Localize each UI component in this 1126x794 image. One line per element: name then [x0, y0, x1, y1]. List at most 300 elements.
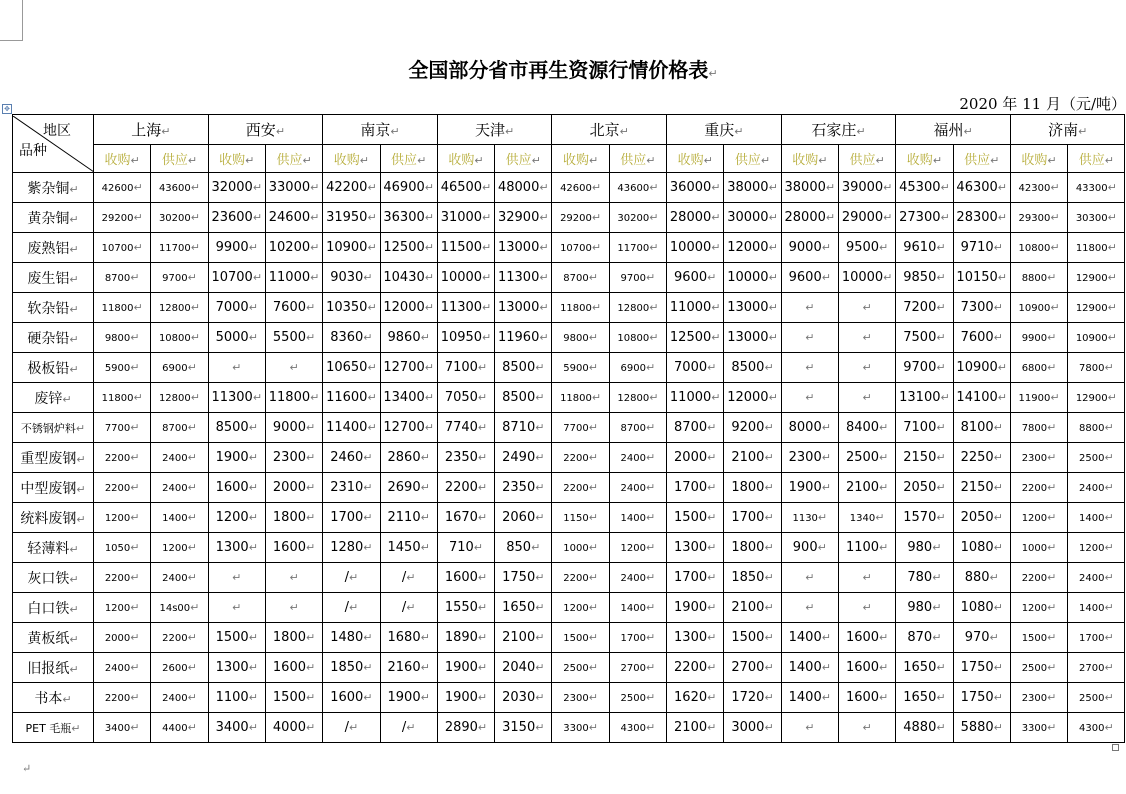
price-cell: 850↵ — [495, 533, 552, 563]
supply-header: 供应↵ — [609, 145, 666, 173]
price-cell: 10000↵ — [724, 263, 781, 293]
price-cell: 12900↵ — [1068, 383, 1125, 413]
price-cell: 7000↵ — [667, 353, 724, 383]
price-cell: 1100↵ — [208, 683, 265, 713]
price-cell: 1200↵ — [609, 533, 666, 563]
price-cell: 9800↵ — [94, 323, 151, 353]
corner-header — [13, 115, 94, 173]
price-cell: 6800↵ — [1010, 353, 1067, 383]
price-cell: 12700↵ — [380, 353, 437, 383]
buy-header: 收购↵ — [208, 145, 265, 173]
table-row — [13, 623, 1125, 653]
price-cell: 8360↵ — [323, 323, 380, 353]
supply-header: 供应↵ — [265, 145, 322, 173]
price-cell: 12800↵ — [609, 383, 666, 413]
variety-name: 白口铁↵ — [13, 593, 94, 623]
price-cell: ↵ — [838, 293, 895, 323]
price-cell: 2860↵ — [380, 443, 437, 473]
variety-name: 黄板纸↵ — [13, 623, 94, 653]
price-cell: 13000↵ — [724, 293, 781, 323]
price-cell: 29000↵ — [838, 203, 895, 233]
price-cell: 1000↵ — [552, 533, 609, 563]
price-cell: 7300↵ — [953, 293, 1010, 323]
price-cell: 12900↵ — [1068, 263, 1125, 293]
price-cell: 10800↵ — [151, 323, 208, 353]
city-header: 重庆↵ — [667, 115, 782, 145]
table-row — [13, 203, 1125, 233]
page-title: 全国部分省市再生资源行情价格表↵ — [408, 58, 718, 82]
price-cell: 31000↵ — [437, 203, 494, 233]
price-cell: 11400↵ — [323, 413, 380, 443]
price-cell: 2000↵ — [265, 473, 322, 503]
price-cell: 4400↵ — [151, 713, 208, 743]
price-cell: 1400↵ — [781, 653, 838, 683]
price-cell: 7700↵ — [552, 413, 609, 443]
price-cell: 2500↵ — [1068, 683, 1125, 713]
price-cell: 11600↵ — [323, 383, 380, 413]
supply-header: 供应↵ — [495, 145, 552, 173]
table-row — [13, 683, 1125, 713]
price-cell: 1800↵ — [265, 623, 322, 653]
price-cell: ↵ — [838, 323, 895, 353]
city-header: 石家庄↵ — [781, 115, 896, 145]
table-resize-handle[interactable] — [1112, 744, 1119, 751]
price-cell: 8710↵ — [495, 413, 552, 443]
price-cell: 28000↵ — [781, 203, 838, 233]
city-header: 天津↵ — [437, 115, 552, 145]
table-row — [13, 473, 1125, 503]
price-cell: 30200↵ — [609, 203, 666, 233]
price-cell: 42600↵ — [552, 173, 609, 203]
price-cell: 9500↵ — [838, 233, 895, 263]
price-cell: 2200↵ — [94, 443, 151, 473]
price-cell: 3300↵ — [552, 713, 609, 743]
price-cell: 9850↵ — [896, 263, 953, 293]
city-header: 南京↵ — [323, 115, 438, 145]
price-cell: 42300↵ — [1010, 173, 1067, 203]
price-cell: 11000↵ — [667, 293, 724, 323]
price-cell: 30300↵ — [1068, 203, 1125, 233]
price-cell: 1570↵ — [896, 503, 953, 533]
price-cell: 43600↵ — [151, 173, 208, 203]
price-cell: 29200↵ — [552, 203, 609, 233]
table-row — [13, 263, 1125, 293]
price-cell: 27300↵ — [896, 203, 953, 233]
price-cell: 1650↵ — [896, 683, 953, 713]
price-cell: 2300↵ — [1010, 443, 1067, 473]
price-cell: 2700↵ — [609, 653, 666, 683]
end-paragraph-mark: ↵ — [22, 762, 32, 775]
price-cell: 5000↵ — [208, 323, 265, 353]
price-cell: 1500↵ — [724, 623, 781, 653]
price-cell: 2200↵ — [1010, 563, 1067, 593]
table-row — [13, 323, 1125, 353]
price-cell: 2600↵ — [151, 653, 208, 683]
price-cell: 900↵ — [781, 533, 838, 563]
price-cell: 11800↵ — [552, 383, 609, 413]
price-cell: 1300↵ — [667, 623, 724, 653]
price-cell: 8700↵ — [609, 413, 666, 443]
price-cell: 7200↵ — [896, 293, 953, 323]
table-row — [13, 443, 1125, 473]
price-cell: 1700↵ — [667, 473, 724, 503]
price-cell: 14s00↵ — [151, 593, 208, 623]
price-cell: 5900↵ — [94, 353, 151, 383]
price-cell: 4000↵ — [265, 713, 322, 743]
variety-name: 统料废钢↵ — [13, 503, 94, 533]
price-cell: 2310↵ — [323, 473, 380, 503]
price-cell: 9030↵ — [323, 263, 380, 293]
price-cell: 8800↵ — [1068, 413, 1125, 443]
price-cell: 1900↵ — [437, 653, 494, 683]
price-cell: 2110↵ — [380, 503, 437, 533]
price-cell: 1700↵ — [667, 563, 724, 593]
price-cell: 11800↵ — [94, 383, 151, 413]
supply-header: 供应↵ — [1068, 145, 1125, 173]
price-cell: 2200↵ — [437, 473, 494, 503]
price-cell: 1480↵ — [323, 623, 380, 653]
price-cell: 10000↵ — [667, 233, 724, 263]
variety-name: PET 毛瓶↵ — [13, 713, 94, 743]
price-cell: ↵ — [838, 713, 895, 743]
buy-header: 收购↵ — [437, 145, 494, 173]
price-cell: ↵ — [781, 353, 838, 383]
price-cell: /↵ — [380, 713, 437, 743]
price-cell: 1400↵ — [781, 683, 838, 713]
price-cell: 8400↵ — [838, 413, 895, 443]
price-cell: 9600↵ — [667, 263, 724, 293]
price-cell: 2350↵ — [437, 443, 494, 473]
price-cell: 1720↵ — [724, 683, 781, 713]
price-cell: 2000↵ — [94, 623, 151, 653]
price-cell: 2400↵ — [609, 443, 666, 473]
price-cell: 5900↵ — [552, 353, 609, 383]
price-cell: /↵ — [380, 563, 437, 593]
price-cell: 2100↵ — [724, 593, 781, 623]
price-cell: 2050↵ — [896, 473, 953, 503]
price-cell: 10000↵ — [838, 263, 895, 293]
price-cell: 10950↵ — [437, 323, 494, 353]
price-cell: 11960↵ — [495, 323, 552, 353]
price-cell: 7800↵ — [1068, 353, 1125, 383]
price-cell: 2060↵ — [495, 503, 552, 533]
price-cell: 1800↵ — [724, 533, 781, 563]
city-header: 福州↵ — [896, 115, 1011, 145]
price-cell: 2500↵ — [609, 683, 666, 713]
price-cell: ↵ — [781, 293, 838, 323]
price-cell: 1550↵ — [437, 593, 494, 623]
price-cell: 2200↵ — [552, 563, 609, 593]
price-cell: 11800↵ — [1068, 233, 1125, 263]
price-cell: 12500↵ — [380, 233, 437, 263]
price-cell: 1500↵ — [1010, 623, 1067, 653]
price-cell: 7100↵ — [896, 413, 953, 443]
price-cell: 1100↵ — [838, 533, 895, 563]
price-cell: 1750↵ — [495, 563, 552, 593]
price-cell: 24600↵ — [265, 203, 322, 233]
price-cell: 1600↵ — [838, 683, 895, 713]
price-cell: 1050↵ — [94, 533, 151, 563]
price-cell: 1750↵ — [953, 683, 1010, 713]
price-cell: ↵ — [781, 713, 838, 743]
price-cell: 30200↵ — [151, 203, 208, 233]
price-cell: 2200↵ — [94, 473, 151, 503]
price-cell: 2500↵ — [1068, 443, 1125, 473]
price-cell: 9800↵ — [552, 323, 609, 353]
price-cell: 2300↵ — [552, 683, 609, 713]
price-cell: 1130↵ — [781, 503, 838, 533]
price-cell: 2400↵ — [151, 443, 208, 473]
price-cell: 1400↵ — [1068, 593, 1125, 623]
price-cell: 3150↵ — [495, 713, 552, 743]
price-cell: 1700↵ — [609, 623, 666, 653]
price-cell: ↵ — [781, 593, 838, 623]
price-cell: 8700↵ — [151, 413, 208, 443]
price-cell: 1300↵ — [208, 653, 265, 683]
price-cell: 8800↵ — [1010, 263, 1067, 293]
price-cell: 6900↵ — [151, 353, 208, 383]
price-cell: ↵ — [781, 563, 838, 593]
price-cell: 1340↵ — [838, 503, 895, 533]
variety-name: 重型废钢↵ — [13, 443, 94, 473]
price-cell: 1400↵ — [781, 623, 838, 653]
price-cell: 46900↵ — [380, 173, 437, 203]
price-cell: 2100↵ — [724, 443, 781, 473]
price-cell: 1600↵ — [437, 563, 494, 593]
price-cell: 970↵ — [953, 623, 1010, 653]
price-cell: 10900↵ — [323, 233, 380, 263]
date-unit: 2020 年 11 月（元/吨） — [959, 95, 1126, 113]
table-row — [13, 353, 1125, 383]
price-cell: ↵ — [208, 563, 265, 593]
price-cell: 43300↵ — [1068, 173, 1125, 203]
price-cell: 2100↵ — [667, 713, 724, 743]
city-header: 北京↵ — [552, 115, 667, 145]
price-cell: 11300↵ — [495, 263, 552, 293]
price-cell: 9900↵ — [1010, 323, 1067, 353]
table-move-handle[interactable]: ✥ — [2, 104, 12, 114]
price-cell: 11300↵ — [437, 293, 494, 323]
price-cell: 1600↵ — [208, 473, 265, 503]
price-cell: 2250↵ — [953, 443, 1010, 473]
price-cell: 42200↵ — [323, 173, 380, 203]
price-cell: /↵ — [323, 563, 380, 593]
price-cell: 1200↵ — [151, 533, 208, 563]
buy-header: 收购↵ — [667, 145, 724, 173]
price-cell: 1450↵ — [380, 533, 437, 563]
price-cell: 5880↵ — [953, 713, 1010, 743]
price-cell: 11800↵ — [265, 383, 322, 413]
price-cell: 10700↵ — [552, 233, 609, 263]
variety-name: 书本↵ — [13, 683, 94, 713]
price-cell: 7700↵ — [94, 413, 151, 443]
price-cell: 7740↵ — [437, 413, 494, 443]
price-cell: ↵ — [208, 353, 265, 383]
table-row — [13, 563, 1125, 593]
price-cell: 11900↵ — [1010, 383, 1067, 413]
price-cell: 1900↵ — [781, 473, 838, 503]
buy-header: 收购↵ — [323, 145, 380, 173]
price-cell: 10900↵ — [953, 353, 1010, 383]
table-row — [13, 293, 1125, 323]
price-cell: 1650↵ — [896, 653, 953, 683]
variety-name: 废生铝↵ — [13, 263, 94, 293]
price-cell: 12800↵ — [151, 293, 208, 323]
price-cell: 1200↵ — [1010, 503, 1067, 533]
price-cell: 5500↵ — [265, 323, 322, 353]
price-cell: 2200↵ — [151, 623, 208, 653]
price-cell: 2160↵ — [380, 653, 437, 683]
price-cell: 1850↵ — [724, 563, 781, 593]
price-cell: 11700↵ — [151, 233, 208, 263]
table-row — [13, 413, 1125, 443]
price-cell: 32900↵ — [495, 203, 552, 233]
price-cell: 1700↵ — [724, 503, 781, 533]
price-cell: 10800↵ — [1010, 233, 1067, 263]
price-cell: 1080↵ — [953, 533, 1010, 563]
price-cell: ↵ — [208, 593, 265, 623]
price-cell: 7800↵ — [1010, 413, 1067, 443]
price-cell: 2150↵ — [896, 443, 953, 473]
price-cell: 1200↵ — [94, 593, 151, 623]
price-cell: 4300↵ — [1068, 713, 1125, 743]
price-cell: 11300↵ — [208, 383, 265, 413]
region-label: 地区 — [43, 122, 71, 139]
price-cell: 46500↵ — [437, 173, 494, 203]
price-cell: 13000↵ — [495, 293, 552, 323]
price-cell: 10200↵ — [265, 233, 322, 263]
price-cell: 9900↵ — [208, 233, 265, 263]
price-cell: 10700↵ — [94, 233, 151, 263]
price-cell: 2200↵ — [94, 683, 151, 713]
price-cell: 29200↵ — [94, 203, 151, 233]
price-table — [12, 114, 1125, 743]
table-row — [13, 653, 1125, 683]
price-cell: 11800↵ — [552, 293, 609, 323]
price-cell: 1500↵ — [552, 623, 609, 653]
price-cell: 1400↵ — [609, 593, 666, 623]
price-cell: 13100↵ — [896, 383, 953, 413]
page-margin-corner — [0, 0, 23, 41]
price-cell: 13400↵ — [380, 383, 437, 413]
price-cell: 980↵ — [896, 593, 953, 623]
price-cell: 1200↵ — [1068, 533, 1125, 563]
price-cell: 9710↵ — [953, 233, 1010, 263]
price-cell: 2400↵ — [609, 563, 666, 593]
variety-name: 轻薄料↵ — [13, 533, 94, 563]
price-cell: /↵ — [380, 593, 437, 623]
price-cell: 9700↵ — [151, 263, 208, 293]
price-cell: 1800↵ — [265, 503, 322, 533]
price-cell: 7000↵ — [208, 293, 265, 323]
price-cell: 36300↵ — [380, 203, 437, 233]
price-cell: 29300↵ — [1010, 203, 1067, 233]
price-cell: 1000↵ — [1010, 533, 1067, 563]
price-cell: ↵ — [265, 593, 322, 623]
price-cell: 1620↵ — [667, 683, 724, 713]
city-header: 上海↵ — [94, 115, 209, 145]
price-cell: 2400↵ — [1068, 563, 1125, 593]
table-row — [13, 383, 1125, 413]
price-cell: 13000↵ — [495, 233, 552, 263]
price-cell: 980↵ — [896, 533, 953, 563]
price-cell: 1200↵ — [552, 593, 609, 623]
variety-name: 硬杂铅↵ — [13, 323, 94, 353]
price-cell: 1200↵ — [208, 503, 265, 533]
price-cell: ↵ — [265, 563, 322, 593]
price-cell: 1500↵ — [208, 623, 265, 653]
price-cell: 45300↵ — [896, 173, 953, 203]
price-cell: 2490↵ — [495, 443, 552, 473]
price-cell: 2200↵ — [552, 443, 609, 473]
price-cell: 2890↵ — [437, 713, 494, 743]
price-cell: 2030↵ — [495, 683, 552, 713]
table-row — [13, 503, 1125, 533]
price-cell: 3400↵ — [94, 713, 151, 743]
price-cell: 1500↵ — [667, 503, 724, 533]
price-cell: 2000↵ — [667, 443, 724, 473]
price-cell: 2040↵ — [495, 653, 552, 683]
price-cell: 2400↵ — [151, 683, 208, 713]
price-cell: 2400↵ — [151, 563, 208, 593]
price-cell: 9610↵ — [896, 233, 953, 263]
price-cell: 42600↵ — [94, 173, 151, 203]
price-cell: 2100↵ — [495, 623, 552, 653]
price-cell: 1300↵ — [208, 533, 265, 563]
variety-label: 品种 — [19, 142, 47, 159]
price-cell: 8500↵ — [208, 413, 265, 443]
price-cell: 31950↵ — [323, 203, 380, 233]
price-cell: 1900↵ — [208, 443, 265, 473]
variety-name: 软杂铅↵ — [13, 293, 94, 323]
price-cell: 9600↵ — [781, 263, 838, 293]
price-cell: 2400↵ — [1068, 473, 1125, 503]
price-cell: ↵ — [781, 323, 838, 353]
price-cell: 10800↵ — [609, 323, 666, 353]
price-cell: 2050↵ — [953, 503, 1010, 533]
buy-header: 收购↵ — [896, 145, 953, 173]
supply-header: 供应↵ — [724, 145, 781, 173]
price-cell: 2700↵ — [1068, 653, 1125, 683]
variety-name: 紫杂铜↵ — [13, 173, 94, 203]
price-cell: 8700↵ — [667, 413, 724, 443]
city-header: 济南↵ — [1010, 115, 1125, 145]
price-cell: 10650↵ — [323, 353, 380, 383]
price-cell: 8100↵ — [953, 413, 1010, 443]
price-cell: 12000↵ — [724, 383, 781, 413]
variety-name: 废锌↵ — [13, 383, 94, 413]
price-cell: 8700↵ — [552, 263, 609, 293]
price-cell: 12900↵ — [1068, 293, 1125, 323]
variety-name: 灰口铁↵ — [13, 563, 94, 593]
table-row — [13, 593, 1125, 623]
price-cell: 2200↵ — [94, 563, 151, 593]
price-cell: 14100↵ — [953, 383, 1010, 413]
price-cell: 23600↵ — [208, 203, 265, 233]
price-cell: 11800↵ — [94, 293, 151, 323]
price-cell: 8500↵ — [495, 353, 552, 383]
price-cell: 9860↵ — [380, 323, 437, 353]
price-cell: 1600↵ — [838, 653, 895, 683]
price-cell: 7500↵ — [896, 323, 953, 353]
price-cell: ↵ — [838, 353, 895, 383]
price-cell: 2500↵ — [1010, 653, 1067, 683]
price-cell: 2300↵ — [265, 443, 322, 473]
city-header: 西安↵ — [208, 115, 323, 145]
price-cell: 1900↵ — [380, 683, 437, 713]
price-cell: 13000↵ — [724, 323, 781, 353]
price-cell: 30000↵ — [724, 203, 781, 233]
